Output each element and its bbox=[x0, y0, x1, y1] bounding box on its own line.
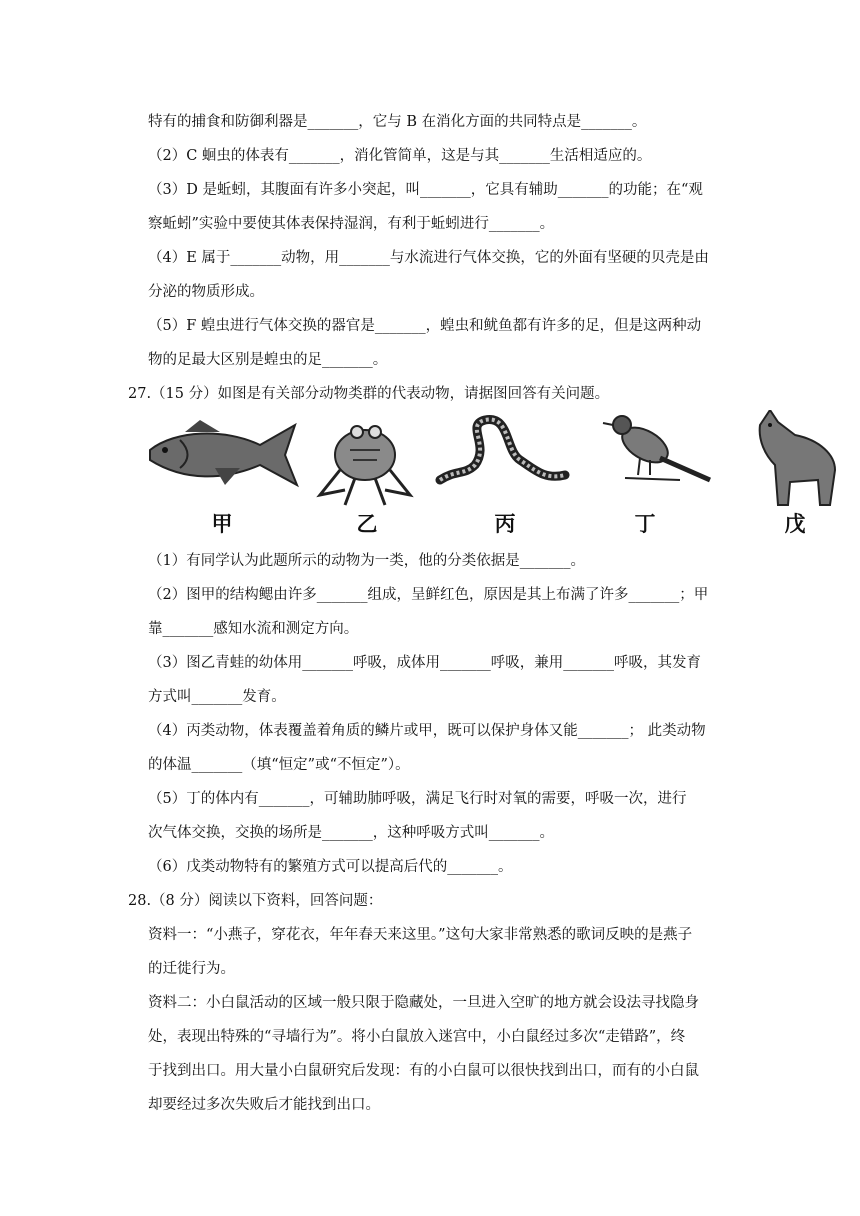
label-wu: 戊 bbox=[784, 512, 806, 536]
text-line: 的体温_______（填“恒定”或“不恒定”）。 bbox=[148, 757, 410, 773]
label-ding: 丁 bbox=[634, 512, 656, 536]
text-line: （4）丙类动物，体表覆盖着角质的鳞片或甲，既可以保护身体又能_______； 此类动物 bbox=[148, 723, 706, 739]
text-line: 方式叫_______发育。 bbox=[148, 689, 286, 705]
text-line: 资料二：小白鼠活动的区域一般只限于隐藏处，一旦进入空旷的地方就会设法寻找隐身 bbox=[148, 995, 699, 1011]
animal-figure bbox=[140, 410, 840, 540]
label-jia: 甲 bbox=[211, 512, 233, 536]
bird-image bbox=[600, 410, 720, 510]
text-line: （2）C 蛔虫的体表有_______，消化管简单，这是与其_______生活相适应的。 bbox=[148, 148, 652, 164]
text-line: （6）戊类动物特有的繁殖方式可以提高后代的_______。 bbox=[148, 859, 513, 875]
text-line: （5）F 蝗虫进行气体交换的器官是_______，蝗虫和鱿鱼都有许多的足，但是这两种动 bbox=[148, 318, 702, 334]
text-line: 于找到出口。用大量小白鼠研究后发现：有的小白鼠可以很快找到出口，而有的小白鼠 bbox=[148, 1063, 699, 1079]
text-line: 次气体交换，交换的场所是_______，这种呼吸方式叫_______。 bbox=[148, 825, 554, 841]
text-line: 分泌的物质形成。 bbox=[148, 284, 264, 300]
text-line: 资料一：“小燕子，穿花衣，年年春天来这里。”这句大家非常熟悉的歌词反映的是燕子 bbox=[148, 927, 693, 943]
text-line: （2）图甲的结构鳃由许多_______组成，呈鲜红色，原因是其上布满了许多_______；甲 bbox=[148, 587, 709, 603]
wolf-image bbox=[750, 410, 840, 510]
text-line: 靠_______感知水流和测定方向。 bbox=[148, 621, 359, 637]
text-line: （1）有同学认为此题所示的动物为一类，他的分类依据是_______。 bbox=[148, 553, 585, 569]
text-line: （3）D 是蚯蚓，其腹面有许多小突起，叫_______，它具有辅助_______的功能；在“观 bbox=[148, 182, 703, 198]
text-line: 的迁徙行为。 bbox=[148, 961, 235, 977]
text-line: 却要经过多次失败后才能找到出口。 bbox=[148, 1097, 380, 1113]
frog-image bbox=[315, 410, 415, 510]
question-28-heading: 28.（8 分）阅读以下资料，回答问题： bbox=[128, 893, 383, 909]
text-line: （5）丁的体内有_______，可辅助肺呼吸，满足飞行时对氧的需要，呼吸一次，进行 bbox=[148, 791, 687, 807]
label-bing: 丙 bbox=[494, 512, 516, 536]
text-line: 物的足最大区别是蝗虫的足_______。 bbox=[148, 352, 388, 368]
text-line: 处，表现出特殊的“寻墙行为”。将小白鼠放入迷宫中，小白鼠经过多次“走错路”，终 bbox=[148, 1029, 686, 1045]
text-line: （4）E 属于_______动物，用_______与水流进行气体交换，它的外面有坚硬的贝壳是由 bbox=[148, 250, 709, 266]
question-27-heading: 27.（15 分）如图是有关部分动物类群的代表动物，请据图回答有关问题。 bbox=[128, 386, 610, 402]
text-line: 察蚯蚓”实验中要使其体表保持湿润，有利于蚯蚓进行_______。 bbox=[148, 216, 555, 232]
label-yi: 乙 bbox=[356, 512, 378, 536]
fish-image bbox=[145, 410, 300, 510]
text-line: （3）图乙青蛙的幼体用_______呼吸，成体用_______呼吸，兼用_______呼吸，其发育 bbox=[148, 655, 701, 671]
text-line: 特有的捕食和防御利器是_______，它与 B 在消化方面的共同特点是_______。 bbox=[148, 114, 647, 130]
snake-image bbox=[435, 410, 575, 510]
